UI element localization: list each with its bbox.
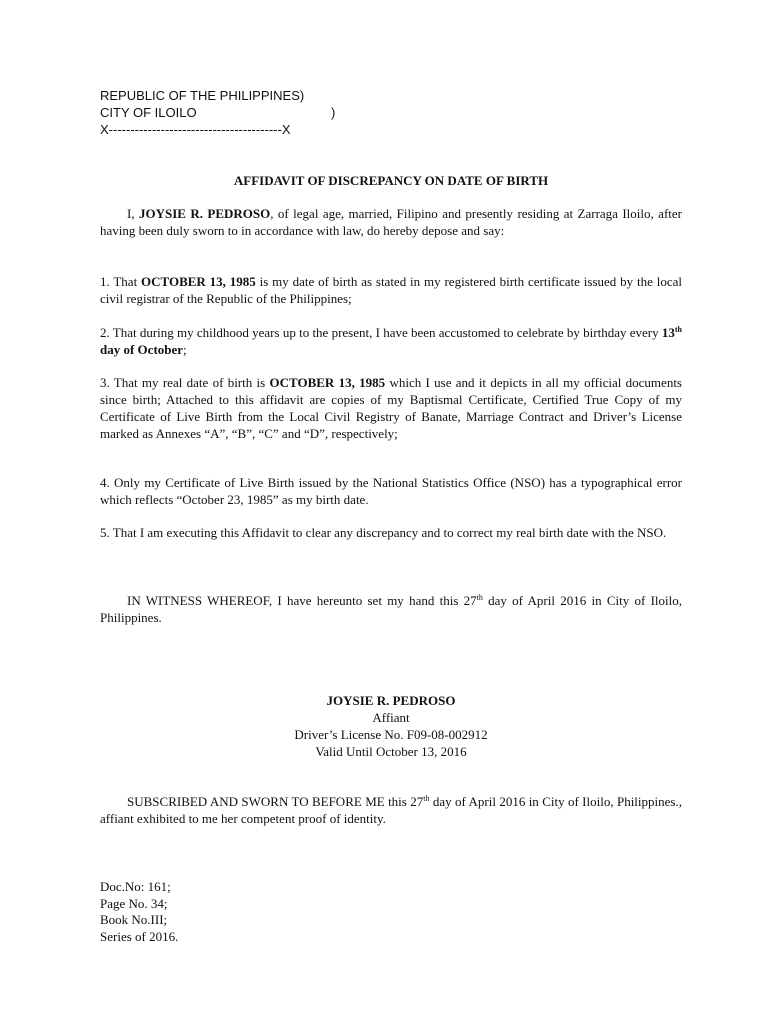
affiant-name-inline: JOYSIE R. PEDROSO — [139, 206, 271, 221]
document-title: AFFIDAVIT OF DISCREPANCY ON DATE OF BIRTH — [233, 173, 549, 188]
sworn-paragraph: SUBSCRIBED AND SWORN TO BEFORE ME this 27th day of April 2016 in City of Iloilo, Philippines., affiant exhibited to me her competent proof of identity. — [100, 794, 682, 826]
caption-divider: X----------------------------------------X — [100, 122, 291, 137]
signature-name: JOYSIE R. PEDROSO — [326, 693, 456, 708]
item-3: 3. That my real date of birth is OCTOBER 13, 1985 which I use and it depicts in all my official documents since birth; Attached to this affidavit are copies of my Baptismal Certificate, Certified True Copy of my Certificate of Live Birth from the Local Civil Registry of Banate, Marriage Contract and Driver’s License marked as Annexes “A”, “B”, “C” and “D”, respectively; — [100, 375, 682, 441]
signature-role: Affiant — [372, 710, 410, 725]
notary-book-no: Book No.III; — [100, 912, 168, 927]
item-4: 4. Only my Certificate of Live Birth issued by the National Statistics Office (NSO) has a typographical error which reflects “October 23, 1985” as my birth date. — [100, 475, 682, 507]
item-1: 1. That OCTOBER 13, 1985 is my date of birth as stated in my registered birth certificate issued by the local civil registrar of the Republic of the Philippines; — [100, 274, 682, 306]
signature-valid-until: Valid Until October 13, 2016 — [315, 744, 467, 759]
item-5: 5. That I am executing this Affidavit to clear any discrepancy and to correct my real birth date with the NSO. — [100, 525, 667, 540]
notary-doc-no: Doc.No: 161; — [100, 879, 171, 894]
intro-paragraph: I, JOYSIE R. PEDROSO, of legal age, married, Filipino and presently residing at Zarraga Iloilo, after having been duly sworn to in accordance with law, do hereby depose and say: — [100, 206, 682, 238]
notary-page-no: Page No. 34; — [100, 896, 168, 911]
witness-paragraph: IN WITNESS WHEREOF, I have hereunto set my hand this 27th day of April 2016 in City of Iloilo, Philippines. — [100, 593, 682, 625]
caption-republic: REPUBLIC OF THE PHILIPPINES) — [100, 88, 305, 103]
notary-series: Series of 2016. — [100, 929, 179, 944]
signature-license: Driver’s License No. F09-08-002912 — [294, 727, 488, 742]
caption-city-paren: ) — [331, 105, 336, 120]
caption-city: CITY OF ILOILO — [100, 105, 197, 120]
item-2: 2. That during my childhood years up to the present, I have been accustomed to celebrate by birthday every 13th day of October; — [100, 325, 682, 357]
